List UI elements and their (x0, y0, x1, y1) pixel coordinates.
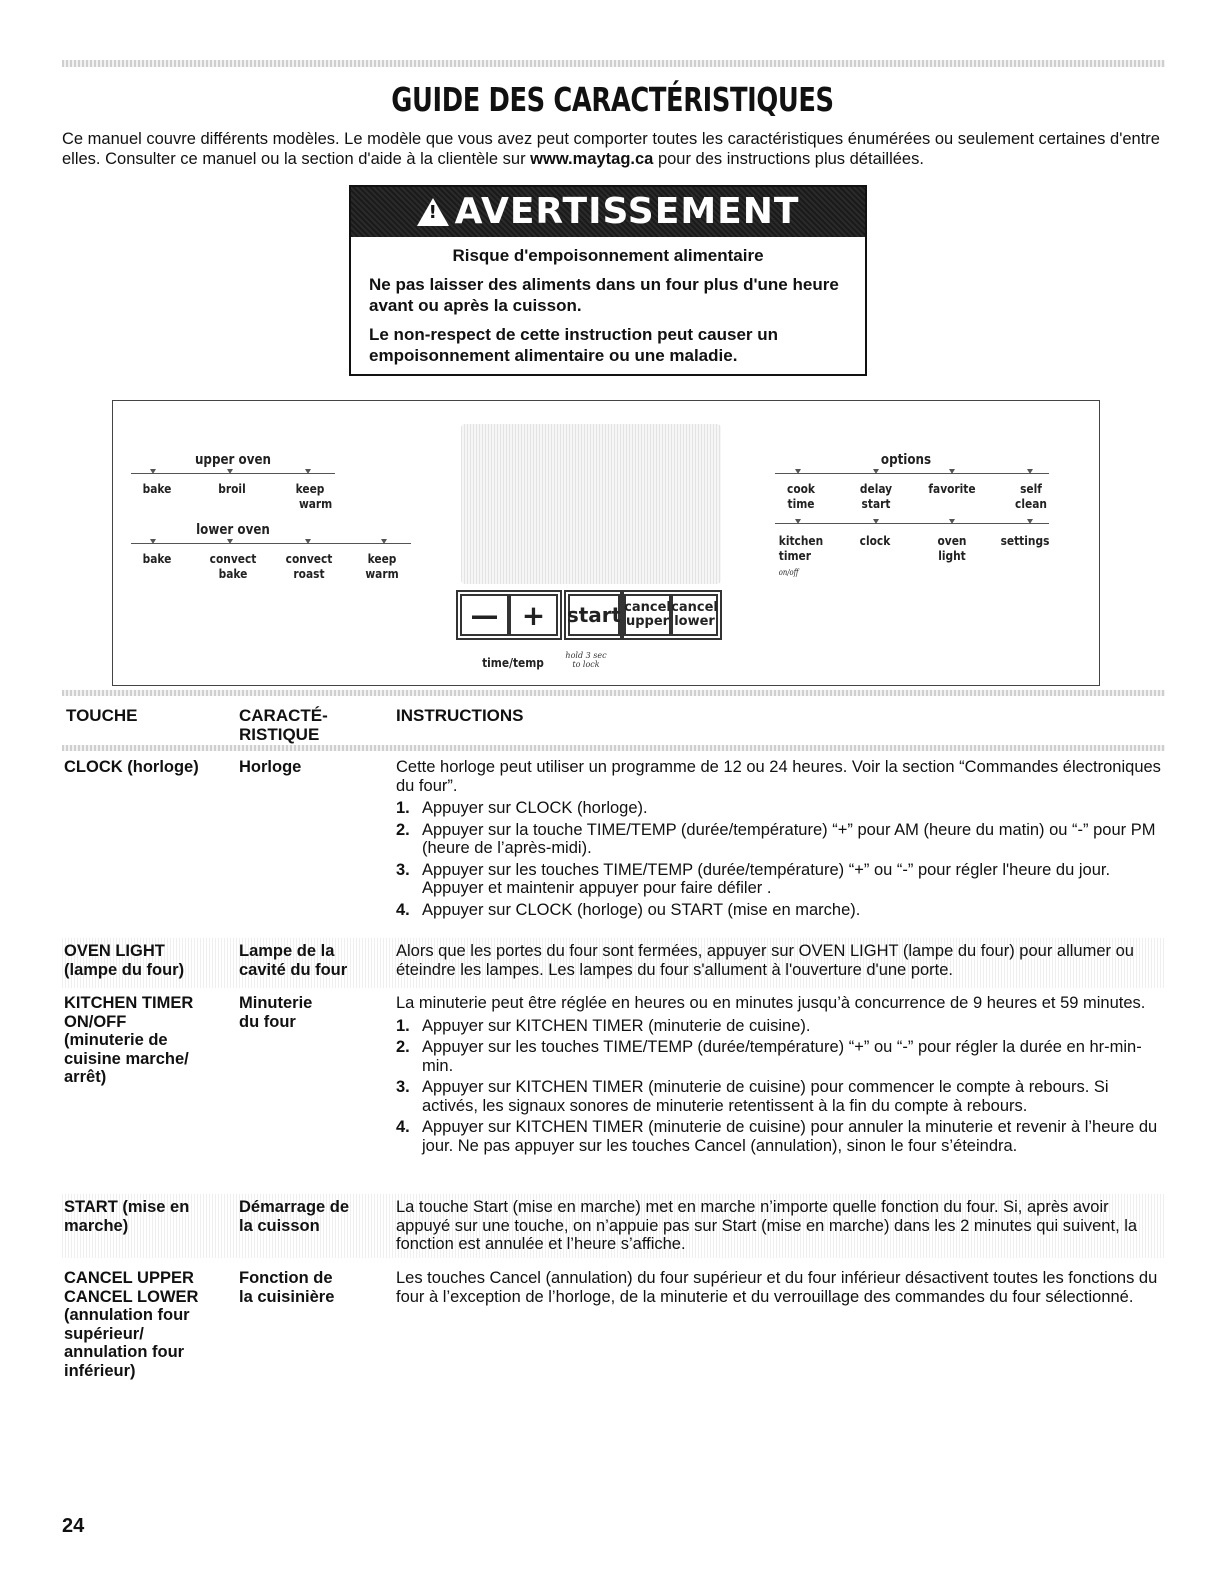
maytag-link[interactable]: www.maytag.ca (530, 150, 654, 168)
cancel-lower-l1: cancel (671, 600, 718, 615)
key-l2: ON/OFF (64, 1012, 127, 1031)
kitchen-timer-l2: timer (778, 548, 811, 563)
table-row (62, 1269, 1165, 1389)
intro-paragraph (62, 129, 1172, 169)
warning-line-1: Ne pas laisser des aliments dans un four plus d'une heure avant ou après la cuisson. (369, 275, 839, 315)
feature-l2: la cuisinière (239, 1287, 335, 1306)
col-header-touche: TOUCHE (66, 706, 138, 725)
options-line-2 (775, 523, 1049, 524)
row-text: Les touches Cancel (annulation) du four supérieur et du four inférieur désactivent toutes les fonctions du four à l’exception de l’horloge, de la minuterie et du verrouillage des commandes du four sélectionné. (396, 1269, 1158, 1306)
step-item: 1. Appuyer sur CLOCK (horloge). (396, 799, 648, 817)
row-instructions (396, 1198, 1166, 1258)
hold-l2: to lock (572, 660, 600, 669)
convect-bake-l1: convect (209, 551, 257, 566)
plus-button[interactable]: + (509, 594, 558, 636)
table-header-rule (62, 745, 1165, 751)
hold-l1: hold 3 sec (565, 651, 607, 660)
upper-keep-warm-button[interactable] (289, 481, 332, 511)
row-instructions (396, 942, 1166, 983)
table-top-rule (62, 690, 1165, 696)
feature-l1: Horloge (239, 758, 302, 776)
cook-time-l1: cook (787, 481, 815, 496)
row-instructions (396, 758, 1166, 922)
step-text: Appuyer sur les touches TIME/TEMP (durée/température) “+” ou “-” pour régler l'heure du jour. Appuyer et maintenir appuyer pour faire défiler . (422, 860, 1111, 897)
page-title: GUIDE DES CARACTÉRISTIQUES (391, 80, 834, 119)
delay-start-l1: delay (859, 481, 893, 496)
step-list (396, 799, 1166, 919)
row-text: La touche Start (mise en marche) met en marche n’importe quelle fonction du four. Si, après avoir appuyé sur une touche, on n’appuie pas sur Start (mise en marche) dans les 2 minutes qui suivent, la fonction est annulée et l’heure s’affiche. (396, 1198, 1138, 1253)
row-key (64, 942, 234, 979)
col2-l1: CARACTÉ- (239, 706, 328, 725)
lower-oven-label: lower oven (196, 522, 270, 538)
step-item: 3. Appuyer sur KITCHEN TIMER (minuterie de cuisine) pour commencer le compte à rebours. Si activés, les signaux sonores de minuterie retentissent à la fin du compte à rebours. (396, 1078, 1109, 1115)
table-row (62, 994, 1165, 1190)
convect-roast-l1: convect (285, 551, 333, 566)
cancel-upper-l2: upper (625, 614, 670, 629)
convect-roast-l2: roast (293, 566, 325, 581)
row-feature (239, 942, 389, 979)
intro-text-1: Ce manuel couvre différents modèles. Le modèle que vous avez peut comporter toutes les caractéristiques énumérées ou seulement certaines d'entre elles. Consulter ce manuel ou la section d'aide à la clientèle sur (62, 130, 1160, 168)
upper-keep-warm-l2: warm (298, 496, 333, 511)
oven-light-l2: light (938, 548, 966, 563)
kitchen-timer-button[interactable] (779, 533, 822, 578)
settings-button[interactable]: settings (1000, 533, 1050, 548)
page-number: 24 (62, 1515, 85, 1537)
feature-l2: du four (239, 1012, 296, 1031)
favorite-button[interactable]: favorite (928, 481, 976, 496)
row-key (64, 1198, 234, 1235)
options-line (775, 473, 1049, 474)
convect-bake-button[interactable] (208, 551, 259, 581)
step-text: Appuyer sur KITCHEN TIMER (minuterie de cuisine) pour commencer le compte à rebours. Si activés, les signaux sonores de minuterie retentissent à la fin du compte à rebours. (422, 1078, 1109, 1115)
tick-marker (227, 469, 233, 474)
tick-marker (227, 539, 233, 544)
row-text: Alors que les portes du four sont fermées, appuyer sur OVEN LIGHT (lampe du four) pour allumer ou éteindre les lampes. Les lampes du four s'allument à l'ouverture d'une porte. (396, 942, 1134, 979)
feature-l2: la cuisson (239, 1216, 320, 1235)
key-l3: (minuterie de (64, 1031, 168, 1049)
warning-triangle-icon (417, 198, 449, 226)
row-text: La minuterie peut être réglée en heures ou en minutes jusqu’à concurrence de 9 heures et 59 minutes. (396, 994, 1146, 1012)
row-text: Cette horloge peut utiliser un programme de 12 ou 24 heures. Voir la section “Commandes électroniques du four”. (396, 758, 1161, 795)
oven-light-l1: oven (937, 533, 967, 548)
table-row (62, 758, 1165, 933)
feature-l1: Minuterie (239, 994, 313, 1012)
intro-text-2: pour des instructions plus détaillées. (653, 150, 924, 168)
tick-marker (150, 539, 156, 544)
key-l1: OVEN LIGHT (64, 942, 165, 960)
table-row (62, 1194, 1165, 1258)
step-item: 2. Appuyer sur la touche TIME/TEMP (durée/température) “+” pour AM (heure du matin) ou “-” pour PM (heure de l’après-midi). (396, 820, 1156, 857)
step-text: Appuyer sur CLOCK (horloge). (422, 799, 648, 817)
tick-marker (150, 469, 156, 474)
lower-bake-button[interactable]: bake (142, 551, 172, 566)
cook-time-l2: time (787, 496, 815, 511)
step-item: 4. Appuyer sur KITCHEN TIMER (minuterie de cuisine) pour annuler la minuterie et revenir à l’heure du jour. Ne pas appuyer sur les touches Cancel (annulation), sinon le four s’éteindra. (396, 1118, 1158, 1155)
key-l4: cuisine marche/ (64, 1049, 189, 1068)
cancel-lower-button[interactable] (671, 594, 718, 636)
key-l2: CANCEL LOWER (64, 1287, 199, 1306)
step-item: 1. Appuyer sur KITCHEN TIMER (minuterie de cuisine). (396, 1016, 811, 1035)
step-text: Appuyer sur la touche TIME/TEMP (durée/température) “+” pour AM (heure du matin) ou “-” pour PM (heure de l’après-midi). (422, 820, 1156, 857)
step-item: 4. Appuyer sur CLOCK (horloge) ou START (mise en marche). (396, 900, 861, 919)
display-screen (461, 424, 721, 584)
cancel-upper-l1: cancel (624, 600, 671, 615)
tick-marker (305, 539, 311, 544)
row-key (64, 758, 234, 777)
step-text: Appuyer sur KITCHEN TIMER (minuterie de cuisine). (422, 1016, 811, 1035)
tick-marker (795, 519, 801, 524)
tick-marker (949, 519, 955, 524)
tick-marker (873, 519, 879, 524)
convect-roast-button[interactable] (284, 551, 335, 581)
row-key (64, 1269, 234, 1380)
row-instructions (396, 1269, 1166, 1310)
lower-keep-warm-l2: warm (365, 566, 399, 581)
key-l1: KITCHEN TIMER (64, 994, 194, 1012)
col-header-caracteristique (239, 706, 328, 744)
warning-heading: AVERTISSEMENT (454, 191, 800, 232)
row-feature (239, 994, 389, 1031)
kitchen-timer-l1: kitchen (778, 533, 824, 548)
convect-bake-l2: bake (218, 566, 248, 581)
warning-box (349, 185, 867, 376)
row-feature (239, 1269, 389, 1306)
feature-l1: Démarrage de (239, 1198, 350, 1216)
tick-marker (1027, 519, 1033, 524)
tick-marker (949, 469, 955, 474)
kitchen-timer-l3: on/off (778, 568, 799, 577)
cancel-upper-button[interactable] (624, 594, 671, 636)
key-l5: arrêt) (64, 1068, 107, 1086)
key-l2: (lampe du four) (64, 960, 185, 979)
feature-l1: Lampe de la (239, 942, 335, 960)
lower-oven-line (131, 543, 411, 544)
feature-l1: Fonction de (239, 1269, 333, 1287)
row-feature (239, 1198, 389, 1235)
tick-marker (305, 469, 311, 474)
hold-to-lock-label (563, 651, 609, 669)
warning-header (351, 187, 865, 237)
table-row (62, 938, 1165, 988)
delay-start-button[interactable] (858, 481, 894, 511)
delay-start-l2: start (861, 496, 891, 511)
col-header-instructions: INSTRUCTIONS (396, 706, 524, 725)
key-l1: CANCEL UPPER (64, 1269, 194, 1287)
key-l2: marche) (64, 1216, 129, 1235)
warning-line-2: Le non-respect de cette instruction peut causer un empoisonnement alimentaire ou une maladie. (369, 325, 779, 365)
minus-button[interactable]: — (460, 594, 509, 636)
lower-keep-warm-button[interactable] (361, 551, 404, 581)
key-l5: annulation four (64, 1343, 185, 1361)
control-panel-diagram (112, 400, 1100, 686)
self-clean-l1: self (1020, 481, 1042, 496)
tick-marker (381, 539, 387, 544)
key-l3: (annulation four (64, 1306, 190, 1324)
feature-l2: cavité du four (239, 960, 348, 979)
row-key (64, 994, 234, 1087)
step-text: Appuyer sur KITCHEN TIMER (minuterie de cuisine) pour annuler la minuterie et revenir à l’heure du jour. Ne pas appuyer sur les touches Cancel (annulation), sinon le four s’éteindra. (422, 1118, 1158, 1155)
key-l6: inférieur) (64, 1361, 136, 1380)
lower-keep-warm-l1: keep (367, 551, 397, 566)
key-l1: START (mise en (64, 1198, 190, 1216)
col2-l2: RISTIQUE (239, 725, 320, 744)
start-button[interactable]: start (568, 594, 620, 636)
key-l1: CLOCK (horloge) (64, 758, 199, 776)
cancel-lower-l2: lower (674, 614, 715, 629)
step-item: 2. Appuyer sur les touches TIME/TEMP (durée/température) “+” ou “-” pour régler la durée en hr-min-min. (396, 1038, 1142, 1075)
tick-marker (1027, 469, 1033, 474)
upper-broil-button[interactable]: broil (218, 481, 246, 496)
options-label: options (880, 452, 932, 468)
upper-oven-label: upper oven (194, 452, 272, 468)
step-list (396, 1017, 1166, 1156)
self-clean-button[interactable] (1014, 481, 1048, 511)
upper-bake-button[interactable]: bake (142, 481, 172, 496)
top-rule (62, 60, 1165, 67)
cook-time-button[interactable] (784, 481, 818, 511)
step-text: Appuyer sur CLOCK (horloge) ou START (mise en marche). (422, 900, 861, 919)
warning-subtitle: Risque d'empoisonnement alimentaire (452, 246, 764, 265)
step-item: 3. Appuyer sur les touches TIME/TEMP (durée/température) “+” ou “-” pour régler l'heure du jour. Appuyer et maintenir appuyer pour faire défiler . (396, 860, 1111, 897)
tick-marker (873, 469, 879, 474)
row-feature (239, 758, 389, 777)
time-temp-label: time/temp (482, 655, 544, 670)
clock-button[interactable]: clock (859, 533, 891, 548)
row-instructions (396, 994, 1166, 1158)
upper-keep-warm-l1: keep (295, 481, 325, 496)
tick-marker (795, 469, 801, 474)
self-clean-l2: clean (1015, 496, 1047, 511)
oven-light-button[interactable] (934, 533, 970, 563)
key-l4: supérieur/ (64, 1324, 144, 1343)
step-text: Appuyer sur les touches TIME/TEMP (durée/température) “+” ou “-” pour régler la durée en hr-min-min. (422, 1038, 1142, 1075)
